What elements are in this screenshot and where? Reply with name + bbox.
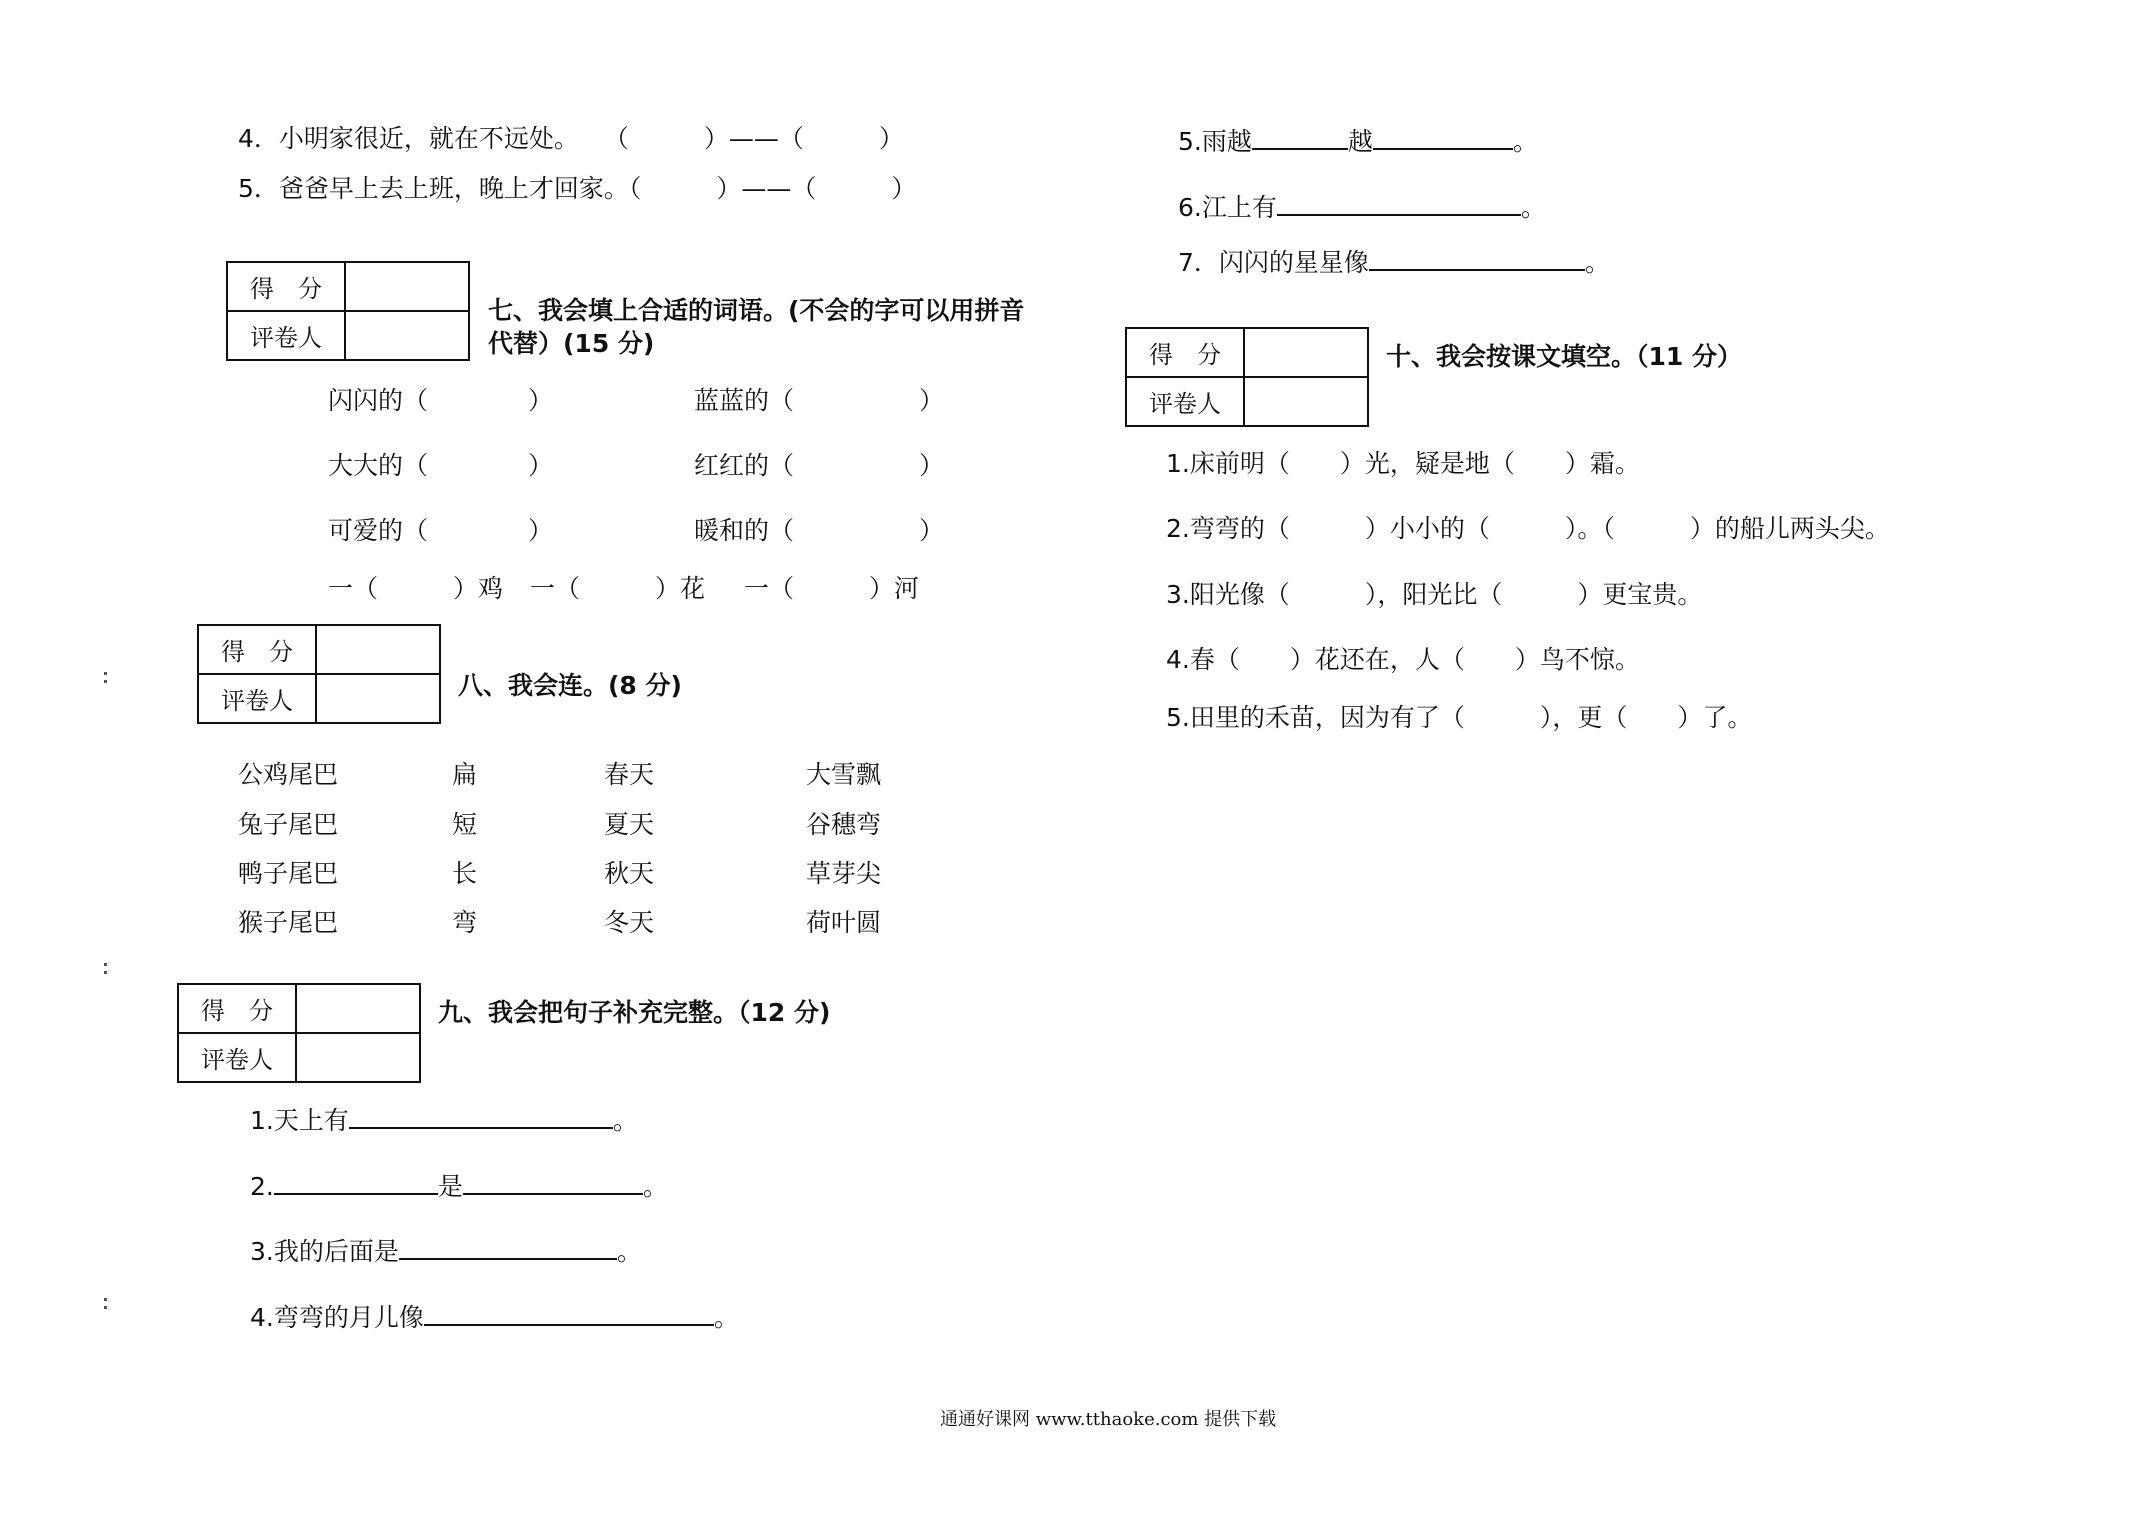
- match-item: 秋天: [604, 859, 655, 888]
- score-box-7: [226, 261, 470, 361]
- grader-label: 评卷人: [1126, 377, 1244, 426]
- match-item: 夏天: [604, 810, 655, 839]
- score-cell[interactable]: [345, 262, 469, 311]
- answer-blank[interactable]: [424, 1302, 714, 1326]
- sentence-7: [1178, 247, 1610, 275]
- sentence-1-prefix: 1.天上有: [250, 1106, 349, 1135]
- sentence-2-mid: 是: [437, 1172, 463, 1201]
- period: 。: [1512, 127, 1538, 156]
- sentence-5-prefix: 5.雨越: [1178, 127, 1252, 156]
- poem-fill-2: 2.弯弯的（ ）小小的（ ）。（ ）的船儿两头尖。: [1166, 514, 1890, 543]
- sentence-5: [1178, 126, 1538, 154]
- word-fill-item: 红红的（ ）: [694, 451, 945, 480]
- score-cell[interactable]: [316, 625, 440, 674]
- score-box-9: [177, 983, 421, 1083]
- sentence-4: [250, 1302, 739, 1330]
- grader-cell[interactable]: [316, 674, 440, 723]
- sentence-7-prefix: 7．闪闪的星星像: [1178, 248, 1369, 277]
- match-item: 冬天: [604, 908, 655, 937]
- measure-word-item: 一（ ）鸡: [328, 574, 504, 603]
- sentence-6-prefix: 6.江上有: [1178, 193, 1277, 222]
- question-6-4: 4．小明家很近，就在不远处。 （ ）——（ ）: [238, 124, 904, 153]
- page-footer: 通通好课网 www.tthaoke.com 提供下载: [940, 1409, 1277, 1430]
- match-item: 公鸡尾巴: [238, 760, 339, 789]
- match-item: 弯: [452, 908, 478, 937]
- sentence-3: [250, 1236, 642, 1264]
- word-fill-item: 大大的（ ）: [328, 451, 554, 480]
- sentence-5-mid: 越: [1347, 127, 1373, 156]
- answer-blank[interactable]: [274, 1171, 438, 1195]
- sentence-4-prefix: 4.弯弯的月儿像: [250, 1303, 424, 1332]
- margin-mark: [104, 680, 107, 683]
- answer-blank[interactable]: [399, 1236, 617, 1260]
- period: 。: [1584, 248, 1610, 277]
- grader-cell[interactable]: [296, 1033, 420, 1082]
- grader-label: 评卷人: [227, 311, 345, 360]
- margin-mark: [104, 1306, 107, 1309]
- measure-word-item: 一（ ）河: [744, 574, 920, 603]
- section-10-title: 十、我会按课文填空。（11 分）: [1386, 342, 1742, 371]
- margin-mark: [104, 971, 107, 974]
- match-item: 扁: [452, 760, 478, 789]
- match-item: 兔子尾巴: [238, 810, 339, 839]
- question-6-5: 5．爸爸早上去上班，晚上才回家。（ ）——（ ）: [238, 174, 917, 203]
- poem-fill-4: 4.春（ ）花还在，人（ ）鸟不惊。: [1166, 645, 1640, 674]
- match-item: 荷叶圆: [806, 908, 882, 937]
- match-item: 鸭子尾巴: [238, 859, 339, 888]
- answer-blank[interactable]: [1252, 126, 1348, 150]
- sentence-2-prefix: 2.: [250, 1172, 274, 1201]
- answer-blank[interactable]: [1277, 192, 1521, 216]
- score-cell[interactable]: [296, 984, 420, 1033]
- word-fill-item: 蓝蓝的（ ）: [694, 386, 945, 415]
- word-fill-item: 暖和的（ ）: [694, 516, 945, 545]
- grader-label: 评卷人: [178, 1033, 296, 1082]
- poem-fill-5: 5.田里的禾苗，因为有了（ ），更（ ）了。: [1166, 703, 1753, 732]
- score-label: 得 分: [198, 625, 316, 674]
- score-label: 得 分: [178, 984, 296, 1033]
- period: 。: [1520, 193, 1546, 222]
- sentence-3-prefix: 3.我的后面是: [250, 1237, 399, 1266]
- word-fill-item: 可爱的（ ）: [328, 516, 554, 545]
- score-box-8: [197, 624, 441, 724]
- section-9-title: 九、我会把句子补充完整。（12 分): [438, 998, 831, 1027]
- sentence-2: [250, 1171, 668, 1199]
- score-box-10: [1125, 327, 1369, 427]
- word-fill-item: 闪闪的（ ）: [328, 386, 554, 415]
- answer-blank[interactable]: [1373, 126, 1513, 150]
- margin-mark: [104, 963, 107, 966]
- match-item: 短: [452, 810, 478, 839]
- grader-cell[interactable]: [345, 311, 469, 360]
- match-item: 长: [452, 859, 478, 888]
- period: 。: [616, 1237, 642, 1266]
- poem-fill-3: 3.阳光像（ ），阳光比（ ）更宝贵。: [1166, 580, 1703, 609]
- period: 。: [612, 1106, 638, 1135]
- poem-fill-1: 1.床前明（ ）光，疑是地（ ）霜。: [1166, 449, 1640, 478]
- match-item: 猴子尾巴: [238, 908, 339, 937]
- margin-mark: [104, 672, 107, 675]
- section-7-title-line1: 七、我会填上合适的词语。(不会的字可以用拼音: [488, 296, 1025, 325]
- sentence-6: [1178, 192, 1546, 220]
- match-item: 春天: [604, 760, 655, 789]
- grader-cell[interactable]: [1244, 377, 1368, 426]
- sentence-1: [250, 1105, 638, 1133]
- match-item: 大雪飘: [806, 760, 882, 789]
- match-item: 谷穗弯: [806, 810, 882, 839]
- margin-mark: [104, 1298, 107, 1301]
- answer-blank[interactable]: [1369, 247, 1585, 271]
- match-item: 草芽尖: [806, 859, 882, 888]
- period: 。: [713, 1303, 739, 1332]
- answer-blank[interactable]: [463, 1171, 643, 1195]
- period: 。: [642, 1172, 668, 1201]
- section-8-title: 八、我会连。(8 分): [458, 671, 682, 700]
- section-7-title-line2: 代替）(15 分): [488, 329, 655, 358]
- score-cell[interactable]: [1244, 328, 1368, 377]
- measure-word-item: 一（ ）花: [530, 574, 706, 603]
- score-label: 得 分: [227, 262, 345, 311]
- score-label: 得 分: [1126, 328, 1244, 377]
- answer-blank[interactable]: [349, 1105, 613, 1129]
- grader-label: 评卷人: [198, 674, 316, 723]
